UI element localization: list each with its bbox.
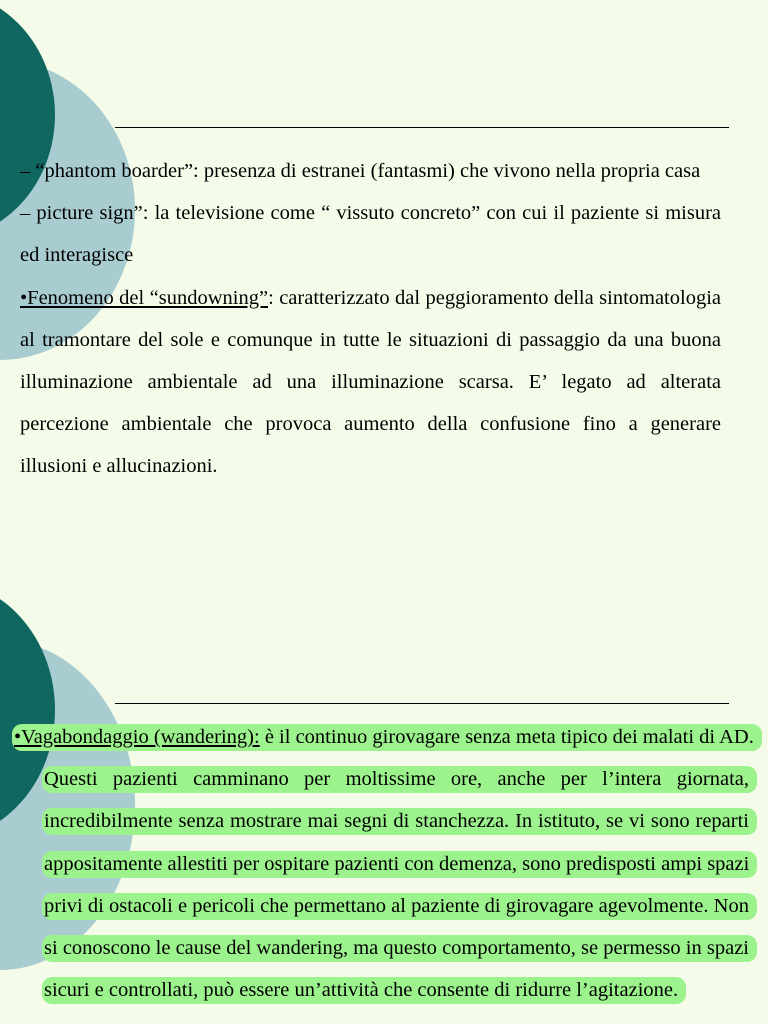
sundowning-paragraph (20, 277, 721, 488)
title-rule (115, 703, 729, 704)
picture-sign-line: – picture sign”: la televisione come “ vissuto concreto” con cui il paziente si misura ed interagisce (20, 202, 721, 267)
sundowning-term: •Fenomeno del “sundowning” (20, 286, 269, 309)
phantom-boarder-line: – “phantom boarder”: presenza di estranei (fantasmi) che vivono nella propria casa (20, 160, 701, 182)
title-rule (115, 127, 729, 128)
slide-2 (0, 580, 768, 1024)
wandering-term: •Vagabondaggio (wandering): (14, 726, 260, 748)
slide-1-body (20, 150, 721, 488)
wandering-paragraph (12, 724, 762, 1004)
sundowning-text: : caratterizzato dal peggioramento della sintomatologia al tramontare del sole e comunque in tutte le situazioni di passaggio da una buona illuminazione ambientale ad una illuminazione scarsa. E’ legato ad alterata percezione ambientale che provoca aumento della confusione fino a generare illusioni e allucinazioni. (20, 286, 721, 478)
wandering-text: è il continuo girovagare senza meta tipico dei malati di AD. Questi pazienti camminano per moltissime ore, anche per l’intera giornata, incredibilmente senza mostrare mai segni di stanchezza. In istituto, se vi sono reparti appositamente allestiti per ospitare pazienti con demenza, sono predisposti ampi spazi privi di ostacoli e pericoli che permettano al paziente di girovagare agevolmente. Non si conoscono le cause del wandering, ma questo comportamento, se permesso in spazi sicuri e controllati, può essere un’attività che consente di ridurre l’agitazione. (44, 726, 754, 1002)
slide-2-body (12, 716, 757, 1011)
